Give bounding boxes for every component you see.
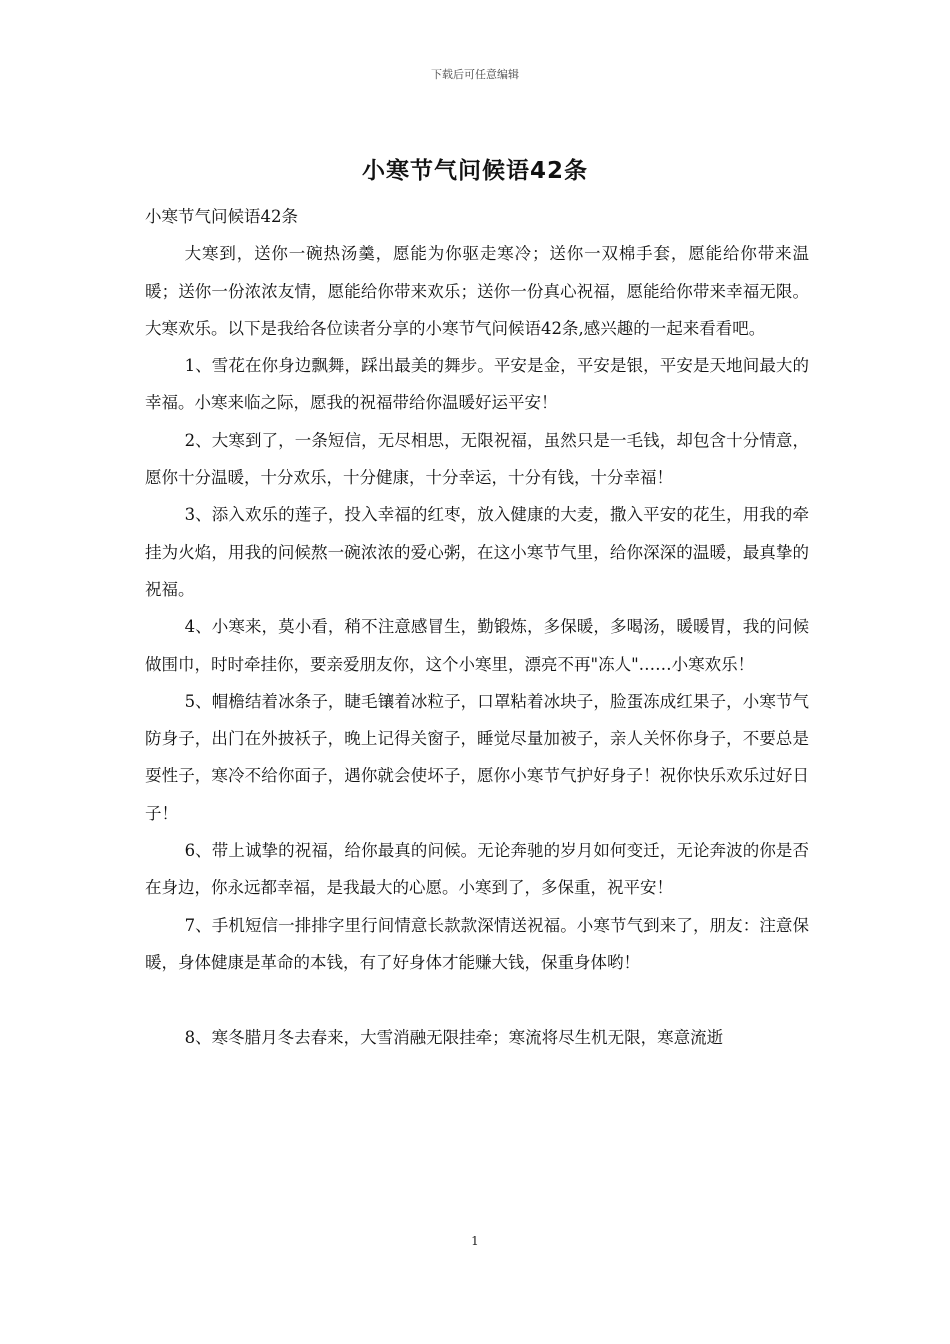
greeting-item-6: 6、带上诚挚的祝福，给你最真的问候。无论奔驰的岁月如何变迁，无论奔波的你是否在身边，你永远都幸福，是我最大的心愿。小寒到了，多保重，祝平安！ (145, 841, 809, 898)
page-title: 小寒节气问候语42条 (361, 158, 588, 184)
greeting-item-3: 3、添入欢乐的莲子，投入幸福的红枣，放入健康的大麦，撒入平安的花生，用我的牵挂为火焰，用我的问候熬一碗浓浓的爱心粥，在这小寒节气里，给你深深的温暖，最真挚的祝福。 (145, 505, 809, 599)
greeting-item-4: 4、小寒来，莫小看，稍不注意感冒生，勤锻炼，多保暖，多喝汤，暖暖胃，我的问候做围巾，时时牵挂你，要亲爱朋友你，这个小寒里，漂亮不再"冻人"……小寒欢乐！ (145, 617, 809, 674)
document-body (145, 198, 809, 1056)
header-note: 下载后可任意编辑 (431, 68, 519, 81)
document-subtitle: 小寒节气问候语42条 (145, 207, 298, 226)
greeting-item-5: 5、帽檐结着冰条子，睫毛镶着冰粒子，口罩粘着冰块子，脸蛋冻成红果子，小寒节气防身子，出门在外披袄子，晚上记得关窗子，睡觉尽量加被子，亲人关怀你身子，不要总是耍性子，寒冷不给你面子，遇你就会使坏子，愿你小寒节气护好身子！祝你快乐欢乐过好日子！ (145, 691, 809, 823)
greeting-item-8: 8、寒冬腊月冬去春来，大雪消融无限挂牵；寒流将尽生机无限，寒意流逝 (184, 1027, 724, 1047)
greeting-item-7: 7、手机短信一排排字里行间情意长款款深情送祝福。小寒节气到来了，朋友：注意保暖，身体健康是革命的本钱，有了好身体才能赚大钱，保重身体哟！ (145, 915, 809, 972)
greeting-item-2: 2、大寒到了，一条短信，无尽相思，无限祝福，虽然只是一毛钱，却包含十分情意，愿你十分温暖，十分欢乐，十分健康，十分幸运，十分有钱，十分幸福！ (145, 430, 809, 488)
intro-paragraph: 大寒到，送你一碗热汤羹，愿能为你驱走寒冷；送你一双棉手套，愿能给你带来温暖；送你一份浓浓友情，愿能给你带来欢乐；送你一份真心祝福，愿能给你带来幸福无限。大寒欢乐。以下是我给各位读者分享的小寒节气问候语42条,感兴趣的一起来看看吧。 (145, 244, 809, 338)
greeting-item-1: 1、雪花在你身边飘舞，踩出最美的舞步。平安是金，平安是银，平安是天地间最大的幸福。小寒来临之际，愿我的祝福带给你温暖好运平安！ (145, 356, 809, 413)
page-number: 1 (471, 1234, 479, 1248)
paragraph-spacer (145, 981, 809, 1018)
